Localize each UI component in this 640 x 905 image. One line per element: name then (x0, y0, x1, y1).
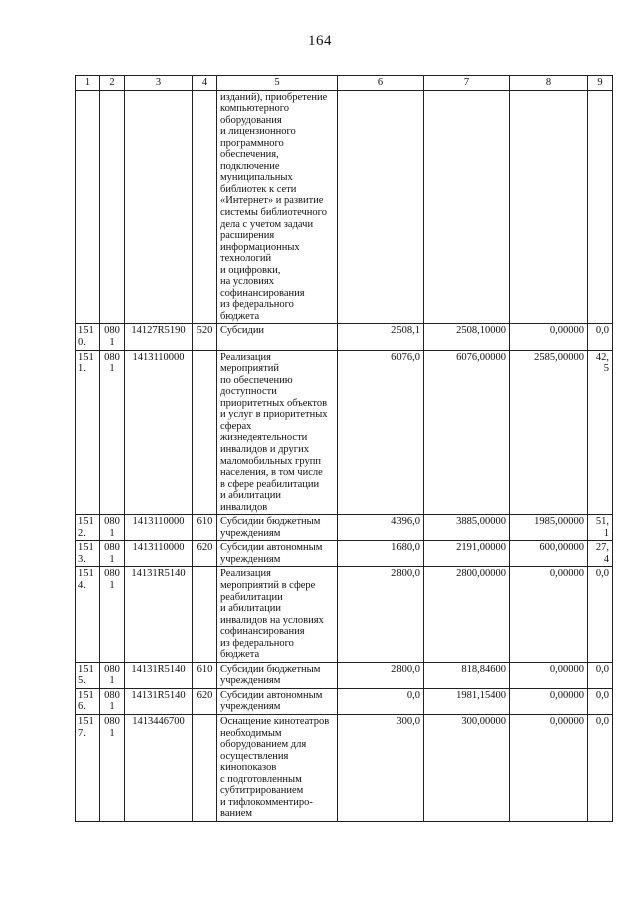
header-cell: 5 (217, 76, 338, 91)
amount-cell: 0,00000 (510, 662, 588, 688)
table-row (76, 662, 613, 688)
description-cell: Субсидии бюджетным учреждениям (217, 515, 338, 541)
target-code-cell: 1413110000 (125, 350, 193, 515)
table-row (76, 515, 613, 541)
amount-cell: 2800,0 (338, 662, 424, 688)
target-code-cell: 1413110000 (125, 515, 193, 541)
percent-cell: 0,0 (588, 324, 613, 350)
section-code-cell: 0801 (100, 324, 125, 350)
header-cell: 8 (510, 76, 588, 91)
amount-cell: 0,00000 (510, 714, 588, 821)
expense-type-cell (193, 714, 217, 821)
amount-cell: 0,0 (338, 688, 424, 714)
percent-cell: 0,0 (588, 662, 613, 688)
row-number-cell: 1510. (76, 324, 100, 350)
row-number-cell: 1514. (76, 567, 100, 662)
amount-cell: 1680,0 (338, 541, 424, 567)
header-row (76, 76, 613, 91)
expense-type-cell: 610 (193, 515, 217, 541)
expense-type-cell: 610 (193, 662, 217, 688)
table-row (76, 350, 613, 515)
empty-cell (510, 90, 588, 324)
section-code-cell: 0801 (100, 688, 125, 714)
header-cell: 6 (338, 76, 424, 91)
description-cell: Субсидии автономным учреждениям (217, 688, 338, 714)
header-cell: 2 (100, 76, 125, 91)
amount-cell: 818,84600 (424, 662, 510, 688)
amount-cell: 600,00000 (510, 541, 588, 567)
amount-cell: 6076,0 (338, 350, 424, 515)
description-cell: Реализация мероприятий в сфере реабилитации и абилитации инвалидов на условиях софинансирования из федерального бюджета (217, 567, 338, 662)
empty-cell (338, 90, 424, 324)
amount-cell: 1981,15400 (424, 688, 510, 714)
row-number-cell: 1511. (76, 350, 100, 515)
description-cell: Субсидии бюджетным учреждениям (217, 662, 338, 688)
amount-cell: 2800,00000 (424, 567, 510, 662)
target-code-cell: 14127R5190 (125, 324, 193, 350)
section-code-cell: 0801 (100, 515, 125, 541)
target-code-cell: 14131R5140 (125, 567, 193, 662)
expense-type-cell (193, 350, 217, 515)
row-number-cell: 1517. (76, 714, 100, 821)
section-code-cell: 0801 (100, 714, 125, 821)
amount-cell: 2585,00000 (510, 350, 588, 515)
empty-cell (100, 90, 125, 324)
empty-cell (76, 90, 100, 324)
amount-cell: 1985,00000 (510, 515, 588, 541)
row-number-cell: 1512. (76, 515, 100, 541)
empty-cell (125, 90, 193, 324)
expense-type-cell: 520 (193, 324, 217, 350)
amount-cell: 6076,00000 (424, 350, 510, 515)
amount-cell: 2191,00000 (424, 541, 510, 567)
percent-cell: 0,0 (588, 688, 613, 714)
page-number: 164 (308, 33, 332, 49)
row-number-cell: 1515. (76, 662, 100, 688)
amount-cell: 300,00000 (424, 714, 510, 821)
amount-cell: 4396,0 (338, 515, 424, 541)
amount-cell: 0,00000 (510, 688, 588, 714)
row-number-cell: 1513. (76, 541, 100, 567)
expense-type-cell (193, 567, 217, 662)
section-code-cell: 0801 (100, 662, 125, 688)
budget-table (75, 75, 613, 822)
percent-cell: 0,0 (588, 714, 613, 821)
description-cell: изданий), приобретение компьютерного оборудования и лицензионного программного обеспечения, подключение муниципальных библиотек к сети «Интернет» и развитие системы библиотечного дела с учетом задачи расширения информационных технологий и оцифровки, на условиях софинансирования из федерального бюджета (217, 90, 338, 324)
percent-cell: 27,4 (588, 541, 613, 567)
amount-cell: 0,00000 (510, 324, 588, 350)
header-cell: 4 (193, 76, 217, 91)
section-code-cell: 0801 (100, 541, 125, 567)
description-cell: Субсидии автономным учреждениям (217, 541, 338, 567)
amount-cell: 2508,10000 (424, 324, 510, 350)
description-cell: Оснащение кинотеатров необходимым оборудованием для осуществления кинопоказов с подготовленным субтитрированием и тифлокомментиро- ванием (217, 714, 338, 821)
percent-cell: 0,0 (588, 567, 613, 662)
section-code-cell: 0801 (100, 350, 125, 515)
expense-type-cell: 620 (193, 541, 217, 567)
header-cell: 9 (588, 76, 613, 91)
target-code-cell: 14131R5140 (125, 688, 193, 714)
table-row (76, 541, 613, 567)
table-row (76, 714, 613, 821)
amount-cell: 0,00000 (510, 567, 588, 662)
expense-type-cell: 620 (193, 688, 217, 714)
target-code-cell: 14131R5140 (125, 662, 193, 688)
amount-cell: 2800,0 (338, 567, 424, 662)
section-code-cell: 0801 (100, 567, 125, 662)
description-cell: Субсидии (217, 324, 338, 350)
percent-cell: 42,5 (588, 350, 613, 515)
amount-cell: 2508,1 (338, 324, 424, 350)
header-cell: 3 (125, 76, 193, 91)
target-code-cell: 1413446700 (125, 714, 193, 821)
header-cell: 7 (424, 76, 510, 91)
table-row (76, 324, 613, 350)
empty-cell (193, 90, 217, 324)
amount-cell: 3885,00000 (424, 515, 510, 541)
description-cell: Реализация мероприятий по обеспечению доступности приоритетных объектов и услуг в приоритетных сферах жизнедеятельности инвалидов и других маломобильных групп населения, в том числе в сфере реабилитации и абилитации инвалидов (217, 350, 338, 515)
empty-cell (588, 90, 613, 324)
amount-cell: 300,0 (338, 714, 424, 821)
row-number-cell: 1516. (76, 688, 100, 714)
target-code-cell: 1413110000 (125, 541, 193, 567)
empty-cell (424, 90, 510, 324)
header-cell: 1 (76, 76, 100, 91)
table-row (76, 688, 613, 714)
percent-cell: 51,1 (588, 515, 613, 541)
continuation-row (76, 90, 613, 324)
table-row (76, 567, 613, 662)
